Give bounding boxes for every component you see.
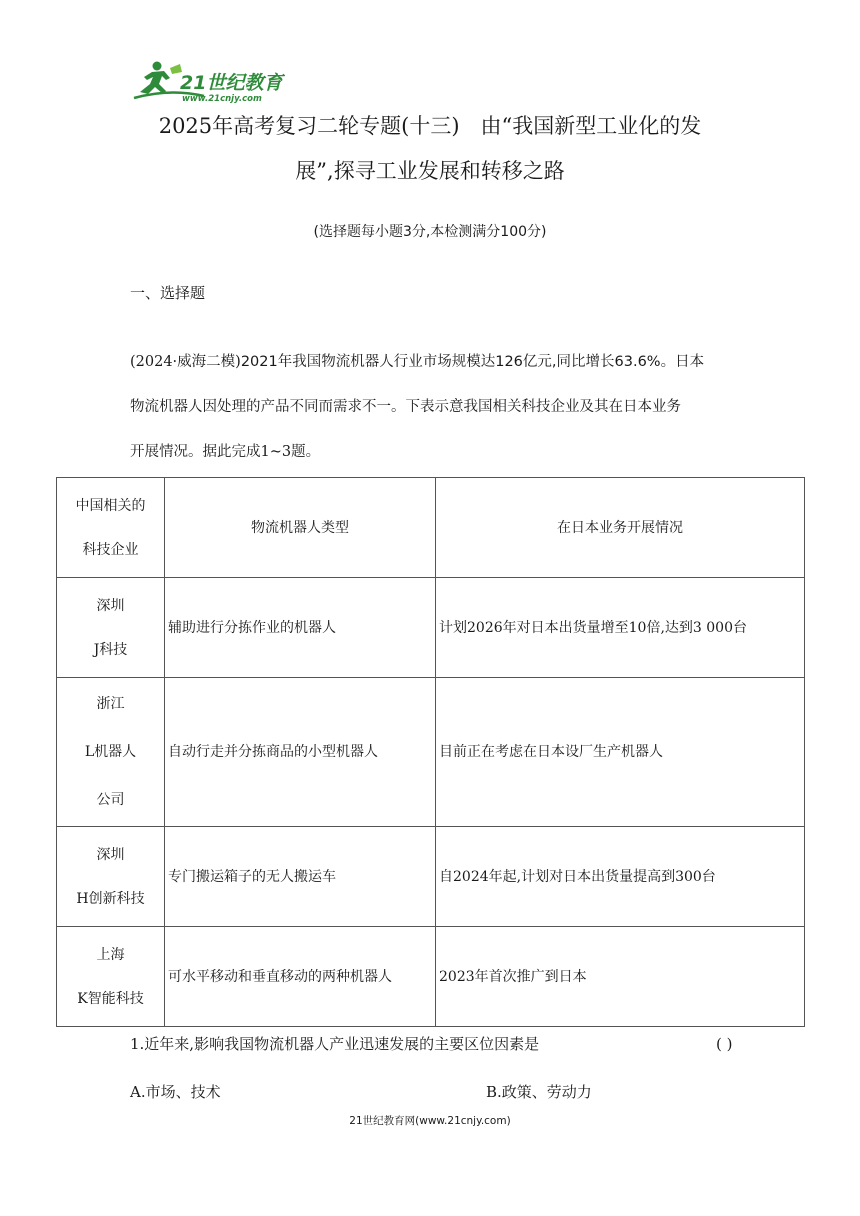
page-footer: 21世纪教育网(www.21cnjy.com) bbox=[349, 1115, 511, 1127]
intro-line-3-a: 开展情况。 bbox=[130, 444, 203, 460]
runner-icon bbox=[140, 62, 182, 95]
intro-line-1-text: 2021年我国物流机器人行业市场规模达126亿元,同比增长63.6%。日本 bbox=[240, 354, 705, 370]
company-line-2: L机器人 bbox=[84, 744, 137, 760]
logo-url-text: www.21cnjy.com bbox=[182, 94, 262, 104]
question-1-text: 1.近年来,影响我国物流机器人产业迅速发展的主要区位因素是 bbox=[130, 1035, 540, 1053]
company-line-1: 浙江 bbox=[96, 696, 125, 712]
question-1 bbox=[130, 1033, 740, 1055]
table-row bbox=[57, 927, 805, 1027]
company-line-2: J科技 bbox=[93, 641, 128, 658]
company-table bbox=[56, 477, 805, 1027]
answer-blank: ( ) bbox=[716, 1035, 733, 1053]
scoring-note: (选择题每小题3分,本检测满分100分) bbox=[313, 224, 547, 240]
table-row bbox=[57, 678, 805, 827]
intro-line-3-b: 据此完成1~3题。 bbox=[202, 444, 321, 460]
option-b: B.政策、劳动力 bbox=[486, 1083, 592, 1101]
option-a: A.市场、技术 bbox=[130, 1083, 221, 1101]
row-robot-type: 自动行走并分拣商品的小型机器人 bbox=[165, 678, 436, 827]
row-robot-type: 辅助进行分拣作业的机器人 bbox=[165, 578, 436, 678]
table-header-row bbox=[57, 478, 805, 578]
title-line-2: 展”,探寻工业发展和转移之路 bbox=[295, 159, 565, 183]
row-company bbox=[57, 827, 165, 927]
intro-line-1 bbox=[130, 340, 740, 385]
page-title bbox=[110, 104, 750, 194]
header-robot-type: 物流机器人类型 bbox=[165, 478, 436, 578]
brand-logo bbox=[130, 58, 300, 104]
intro-line-2: 物流机器人因处理的产品不同而需求不一。下表示意我国相关科技企业及其在日本业务 bbox=[130, 399, 681, 415]
title-line-1: 2025年高考复习二轮专题(十三) 由“我国新型工业化的发 bbox=[158, 114, 702, 138]
row-japan-status: 计划2026年对日本出货量增至10倍,达到3 000台 bbox=[436, 578, 805, 678]
row-company bbox=[57, 678, 165, 827]
header-japan-status: 在日本业务开展情况 bbox=[436, 478, 805, 578]
table-row bbox=[57, 578, 805, 678]
row-robot-type: 可水平移动和垂直移动的两种机器人 bbox=[165, 927, 436, 1027]
logo-brand-text: 21世纪教育 bbox=[180, 72, 283, 94]
intro-paragraph bbox=[130, 340, 740, 475]
company-line-2: K智能科技 bbox=[77, 990, 144, 1007]
company-line-2: H创新科技 bbox=[76, 890, 145, 907]
header-company bbox=[57, 478, 165, 578]
header-company-line-1: 中国相关的 bbox=[75, 497, 146, 514]
row-japan-status: 目前正在考虑在日本设厂生产机器人 bbox=[436, 678, 805, 827]
row-company bbox=[57, 927, 165, 1027]
company-line-1: 上海 bbox=[96, 946, 125, 963]
row-japan-status: 自2024年起,计划对日本出货量提高到300台 bbox=[436, 827, 805, 927]
row-japan-status: 2023年首次推广到日本 bbox=[436, 927, 805, 1027]
company-line-1: 深圳 bbox=[96, 846, 125, 863]
table-row bbox=[57, 827, 805, 927]
intro-line-3 bbox=[130, 430, 740, 475]
company-line-1: 深圳 bbox=[96, 597, 125, 614]
row-company bbox=[57, 578, 165, 678]
section-heading: 一、选择题 bbox=[130, 284, 206, 302]
row-robot-type: 专门搬运箱子的无人搬运车 bbox=[165, 827, 436, 927]
company-line-3: 公司 bbox=[96, 792, 125, 808]
header-company-line-2: 科技企业 bbox=[82, 541, 139, 558]
intro-source: (2024·威海二模) bbox=[130, 354, 241, 370]
